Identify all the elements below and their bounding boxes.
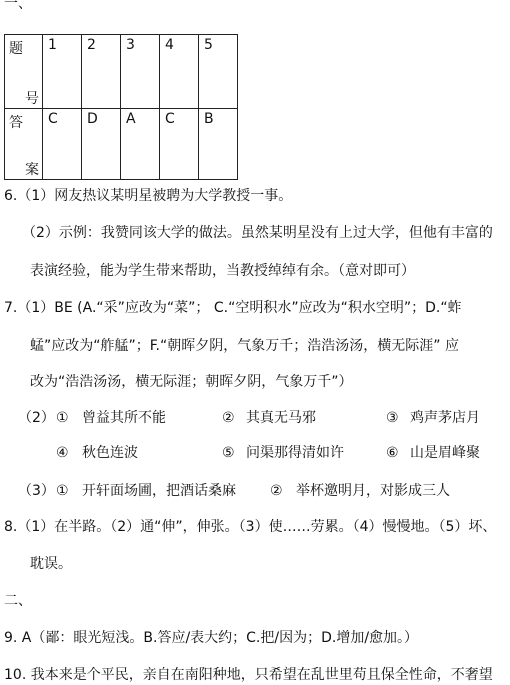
q7-2-item-5-num: ⑤ [222,445,235,461]
table-cell [199,35,238,109]
question-number: 4 [165,37,174,53]
q8-line-1: 8.（1）在半路。（2）通“伸”，伸张。（3）使……劳累。（4）慢慢地。（5）坏、 [4,519,497,535]
q7-line-1: 7.（1）BE (A.“采”应改为“菜”； C.“空明积水”应改为“积水空明”；D.“蚱 [4,300,462,316]
question-number: 1 [48,37,57,53]
q7-3-item-2-num: ② [270,483,283,499]
q6-line-2: （2）示例：我赞同该大学的做法。虽然某明星没有上过大学，但他有丰富的 [22,225,493,241]
answer-table [4,34,238,180]
q10-line: 10. 我本来是个平民，亲自在南阳种地，只希望在乱世里苟且保全性命，不奢望 [4,667,493,683]
question-number: 5 [204,37,213,53]
q7-2-item-1-num: ① [56,410,69,426]
q7-2-item-6-num: ⑥ [386,445,399,461]
q8-line-2: 耽误。 [30,556,72,572]
answer-label-bottom: 案 [25,162,39,178]
answer-value: C [48,111,58,127]
header-label-top: 题 [9,41,23,57]
q7-2-item-2-text: 其真无马邪 [246,410,316,426]
q7-3-item-1-num: ① [56,483,69,499]
table-cell [121,35,160,109]
answer-value: B [204,111,214,127]
table-header-cell [5,109,43,180]
q7-2-item-4-text: 秋色连波 [82,445,138,461]
q6-line-3: 表演经验，能为学生带来帮助，当教授绰绰有余。（意对即可） [30,263,415,279]
table-cell [43,35,82,109]
q7-line-3: 改为“浩浩汤汤，横无际涯；朝晖夕阴，气象万千”） [30,374,353,390]
table-cell [82,35,121,109]
q7-2-item-3-num: ③ [386,410,399,426]
q7-2-item-5-text: 问渠那得清如许 [246,445,344,461]
table-cell [199,109,238,180]
section-heading-2: 二、 [4,593,32,609]
answer-value: D [87,111,98,127]
q7-2-label: （2） [18,410,55,426]
answer-value: A [126,111,136,127]
q7-2-item-6-text: 山是眉峰聚 [410,445,480,461]
q9-line: 9. A（鄙：眼光短浅。B.答应/表大约；C.把/因为；D.增加/愈加。） [4,630,419,646]
table-cell [160,35,199,109]
answer-label-top: 答 [9,115,23,131]
section-heading-1: 一、 [4,0,32,12]
question-number: 3 [126,37,135,53]
q7-2-item-1-text: 曾益其所不能 [82,410,166,426]
table-cell [160,109,199,180]
table-cell [121,109,160,180]
table-cell [43,109,82,180]
q7-3-item-1-text: 开轩面场圃，把酒话桑麻 [82,483,236,499]
table-row-answers [5,109,238,180]
q7-3-label: （3） [18,483,55,499]
q7-3-item-2-text: 举杯邀明月，对影成三人 [296,483,450,499]
table-cell [82,109,121,180]
q7-2-item-4-num: ④ [56,445,69,461]
q6-line-1: 6.（1）网友热议某明星被聘为大学教授一事。 [4,188,293,204]
answer-value: C [165,111,175,127]
q7-line-2: 蜢”应改为“舴艋”；F.“朝晖夕阴，气象万千；浩浩汤汤，横无际涯” 应 [30,338,459,354]
question-number: 2 [87,37,96,53]
q7-2-item-2-num: ② [222,410,235,426]
q7-2-item-3-text: 鸡声茅店月 [410,410,480,426]
table-header-cell [5,35,43,109]
header-label-bottom: 号 [25,91,39,107]
table-row-question-numbers [5,35,238,109]
